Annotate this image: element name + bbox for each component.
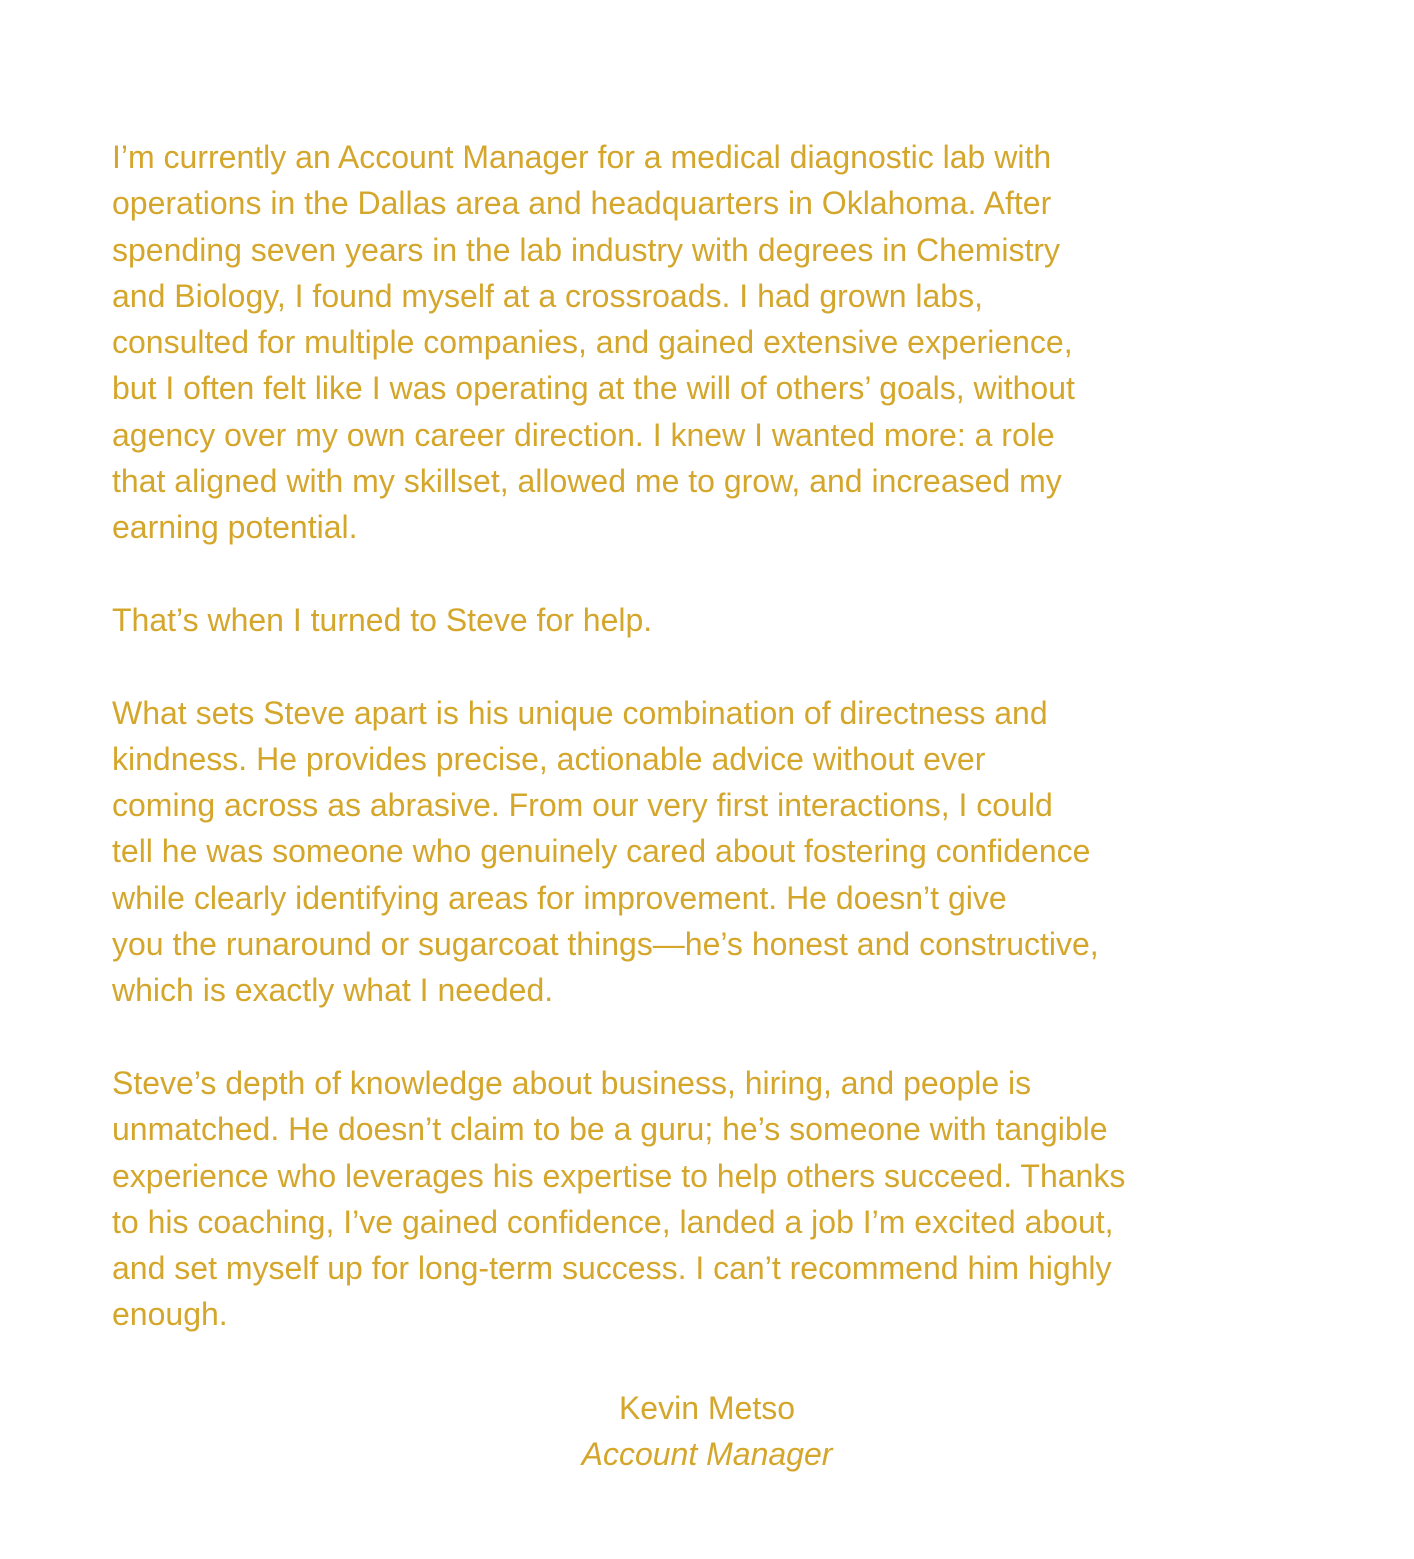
paragraph-line: earning potential.	[112, 509, 358, 546]
paragraph-line: That’s when I turned to Steve for help.	[112, 601, 653, 638]
paragraph-line: and set myself up for long-term success. I can’t recommend him highly	[112, 1250, 1112, 1287]
paragraph-line: I’m currently an Account Manager for a medical diagnostic lab with	[112, 139, 1052, 175]
paragraph-spacer	[112, 643, 1262, 689]
paragraph-line: which is exactly what I needed.	[112, 972, 554, 1009]
paragraph-line: Steve’s depth of knowledge about business, hiring, and people is	[112, 1064, 1032, 1101]
paragraph-line: consulted for multiple companies, and gained extensive experience,	[112, 324, 1073, 361]
testimonial-paragraph-3	[112, 690, 1262, 1014]
paragraph-spacer	[112, 1014, 1262, 1060]
paragraph-line: tell he was someone who genuinely cared about fostering confidence	[112, 833, 1091, 870]
paragraph-line: agency over my own career direction. I knew I wanted more: a role	[112, 416, 1055, 453]
author-name: Kevin Metso	[618, 1390, 796, 1426]
paragraph-line: while clearly identifying areas for improvement. He doesn’t give	[112, 879, 1007, 916]
testimonial-body	[112, 134, 1262, 1338]
paragraph-line: enough.	[112, 1296, 228, 1333]
paragraph-line: What sets Steve apart is his unique combination of directness and	[112, 694, 1048, 731]
testimonial-paragraph-1	[112, 134, 1262, 551]
paragraph-spacer	[112, 551, 1262, 597]
paragraph-line: and Biology, I found myself at a crossroads. I had grown labs,	[112, 277, 983, 314]
testimonial-paragraph-4	[112, 1060, 1262, 1338]
paragraph-line: kindness. He provides precise, actionable advice without ever	[112, 740, 986, 777]
testimonial-paragraph-2	[112, 597, 1262, 643]
paragraph-line: to his coaching, I’ve gained confidence, landed a job I’m excited about,	[112, 1203, 1114, 1240]
paragraph-line: that aligned with my skillset, allowed me to grow, and increased my	[112, 463, 1062, 500]
paragraph-line: spending seven years in the lab industry with degrees in Chemistry	[112, 231, 1061, 268]
paragraph-line: operations in the Dallas area and headquarters in Oklahoma. After	[112, 185, 1052, 222]
paragraph-line: you the runaround or sugarcoat things—he’s honest and constructive,	[112, 926, 1099, 963]
paragraph-line: coming across as abrasive. From our very first interactions, I could	[112, 787, 1053, 824]
paragraph-line: but I often felt like I was operating at the will of others’ goals, without	[112, 370, 1075, 407]
author-title: Account Manager	[581, 1436, 833, 1472]
paragraph-line: experience who leverages his expertise to help others succeed. Thanks	[112, 1157, 1126, 1194]
paragraph-line: unmatched. He doesn’t claim to be a guru; he’s someone with tangible	[112, 1111, 1108, 1148]
